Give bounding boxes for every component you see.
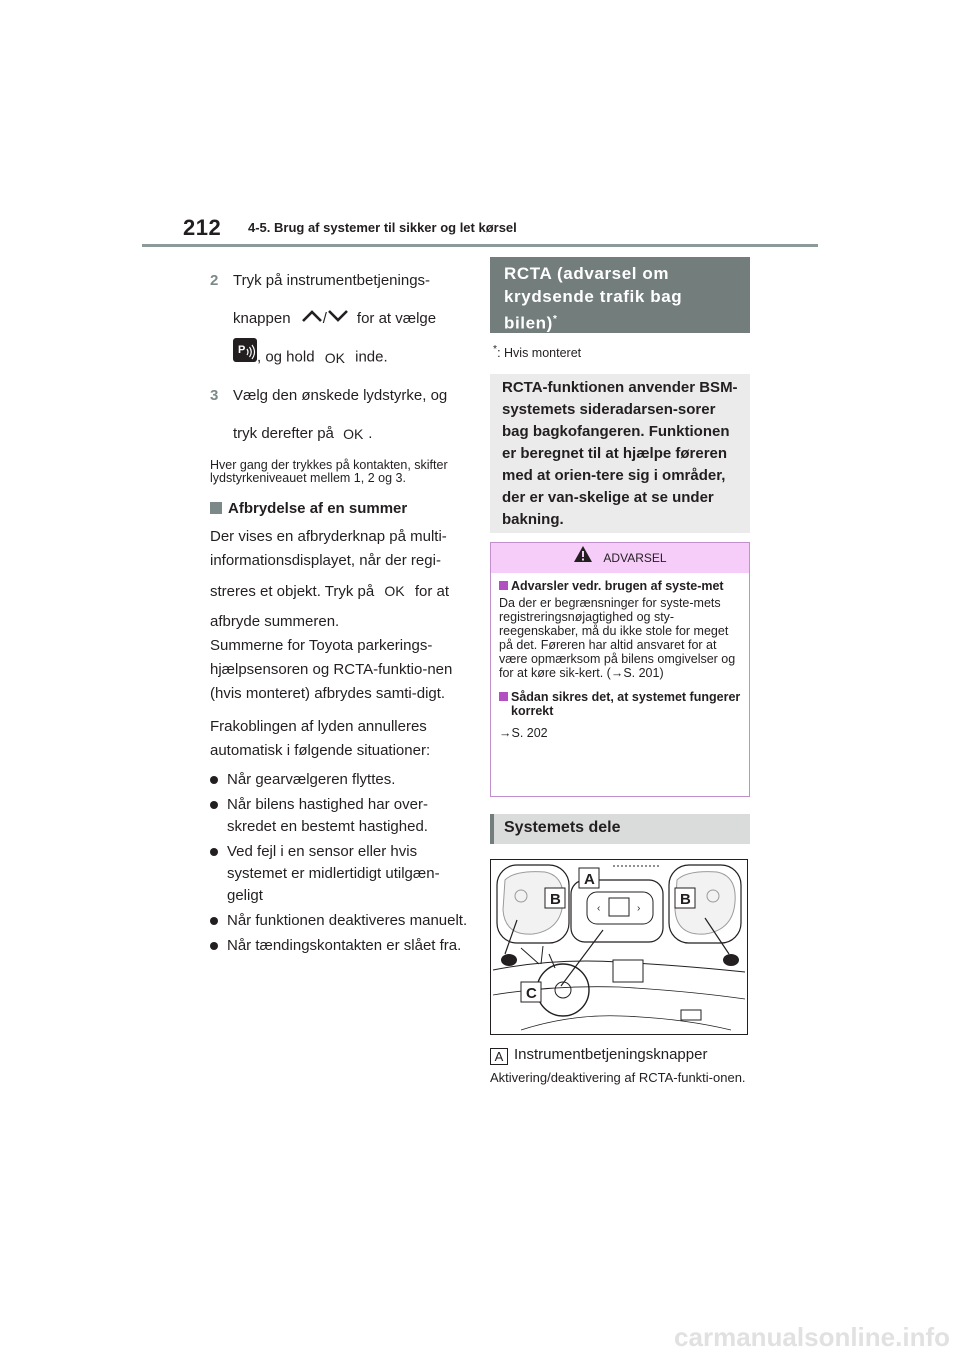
bullet-icon	[210, 942, 218, 950]
left-column	[210, 262, 468, 960]
part-name: Instrumentbetjeningsknapper	[514, 1046, 708, 1064]
paragraph-fragment: streres et objekt. Tryk på	[210, 583, 375, 601]
paragraph-line	[210, 573, 468, 610]
warning-title: ADVARSEL	[603, 551, 667, 566]
warning-text: Da der er begrænsninger for syste-mets registreringsnøjagtighed og sty-reegenskaber, må du ikke stole for meget på det. Føreren har altid ansvaret for at være opmærksom på bilens omgivelser og for at køre sik-kert. (→S. 201)	[499, 596, 736, 681]
list-item-text: Når bilens hastighed har over-skredet en bestemt hastighed.	[227, 796, 428, 836]
ok-button-icon: OK	[324, 349, 345, 366]
parking-sensor-icon	[233, 338, 257, 377]
step-number: 3	[210, 387, 219, 405]
diagram-label-b: B	[550, 891, 561, 909]
list-item	[210, 910, 468, 932]
square-bullet-icon	[210, 502, 222, 514]
part-description: Aktivering/deaktivering af RCTA-funkti-onen.	[490, 1070, 746, 1086]
subheading	[210, 499, 468, 519]
bullet-icon	[210, 801, 218, 809]
paragraph-fragment: for at	[414, 583, 449, 601]
paragraph-line: Der vises en afbryderknap på multi-	[210, 528, 447, 546]
watermark-logo	[674, 1306, 960, 1358]
part-label: A	[490, 1048, 508, 1065]
bullet-icon	[210, 848, 218, 856]
condition-list	[210, 769, 468, 957]
svg-text:›: ›	[637, 903, 641, 915]
step-text-line	[233, 415, 468, 453]
warning-box	[490, 542, 750, 797]
label-c	[521, 982, 541, 1002]
step-text-fragment: inde.	[355, 348, 388, 366]
list-item	[210, 841, 468, 907]
step-text-fragment: , og hold	[257, 348, 315, 366]
warning-subheading-text: Sådan sikres det, at systemet fungerer korrekt	[511, 690, 741, 719]
list-item-text: Når funktionen deaktiveres manuelt.	[227, 912, 468, 930]
dashboard-illustration	[491, 860, 747, 1034]
list-item	[210, 935, 468, 957]
diagram-label-c: C	[526, 985, 537, 1003]
list-item-text: Når tændingskontakten er slået fra.	[227, 937, 462, 955]
label-a	[579, 868, 599, 888]
volume-note: Hver gang der trykkes på kontakten, skifter lydstyrkeniveauet mellem 1, 2 og 3.	[210, 458, 448, 486]
intro-box: RCTA-funktionen anvender BSM-systemets sideradarsen-sorer bag bagkofangeren. Funktionen er beregnet til at hjælpe føreren med at orien-tere sig i områder, der er van-skelige at se under bakning.	[490, 374, 750, 533]
watermark-text: carmanualsonline.info	[674, 1322, 950, 1352]
list-item	[210, 794, 468, 838]
paragraph: Frakoblingen af lyden annulleres automatisk i følgende situationer:	[210, 718, 431, 760]
rcta-section-title	[490, 257, 750, 333]
step-text-fragment: .	[368, 425, 373, 443]
step-3	[210, 377, 468, 453]
slash: /	[322, 310, 327, 327]
step-text-fragment: for at vælge	[356, 310, 437, 327]
page-reference: →S. 202	[499, 726, 548, 741]
rcta-title-text: RCTA (advarsel om krydsende trafik bag bilen)	[504, 264, 683, 333]
asterisk: *	[552, 314, 558, 325]
ok-button-icon: OK	[384, 583, 405, 600]
dashboard-diagram	[490, 859, 748, 1035]
step-text: Tryk på instrumentbetjenings-	[233, 272, 431, 289]
label-b-right	[675, 888, 695, 908]
header-divider	[142, 244, 818, 247]
list-item-text: Når gearvælgeren flyttes.	[227, 771, 396, 789]
warning-body	[491, 573, 749, 740]
chevron-up-icon	[301, 300, 323, 338]
step-text-line	[233, 300, 468, 338]
section-header: 4-5. Brug af systemer til sikker og let kørsel	[248, 220, 517, 235]
chevron-down-icon	[327, 300, 349, 338]
page-number: 212	[183, 215, 222, 240]
step-text-fragment: knappen	[233, 310, 291, 327]
step-text: Vælg den ønskede lydstyrke, og	[233, 387, 448, 405]
square-bullet-icon	[499, 581, 508, 590]
warning-subheading	[499, 690, 741, 718]
systems-section-title: Systemets dele	[490, 814, 750, 844]
bullet-icon	[210, 776, 218, 784]
svg-text:‹: ‹	[597, 903, 601, 915]
svg-text:P: P	[238, 344, 246, 357]
ok-button-icon: OK	[343, 426, 364, 443]
paragraph-line: informationsdisplayet, når der regi-	[210, 552, 441, 570]
warning-header	[491, 543, 749, 573]
footnote-text: : Hvis monteret	[497, 346, 582, 361]
warning-subheading	[499, 579, 741, 593]
bullet-icon	[210, 917, 218, 925]
paragraph-line: afbryde summeren.	[210, 613, 340, 631]
warning-subheading-text: Advarsler vedr. brugen af syste-met	[511, 579, 724, 594]
part-label-row	[490, 1046, 750, 1065]
list-item	[210, 769, 468, 791]
list-item-text: Ved fejl i en sensor eller hvis systemet er midlertidigt utilgæn-geligt	[227, 843, 440, 905]
subheading-text: Afbrydelse af en summer	[228, 500, 408, 518]
square-bullet-icon	[499, 692, 508, 701]
diagram-label-a: A	[584, 871, 595, 889]
asterisk: *	[493, 344, 498, 355]
label-b-left	[545, 888, 565, 908]
step-number: 2	[210, 272, 219, 289]
warning-triangle-icon	[573, 544, 593, 574]
right-column	[490, 257, 750, 1089]
step-text-fragment: tryk derefter på	[233, 425, 334, 443]
footnote	[490, 344, 750, 360]
step-text-line	[233, 338, 468, 377]
diagram-label-b: B	[680, 891, 691, 909]
paragraph: Summerne for Toyota parkerings-hjælpsensoren og RCTA-funktio-nen (hvis monteret) afbrydes samti-digt.	[210, 637, 453, 703]
paragraph	[210, 525, 468, 634]
step-2	[210, 262, 468, 377]
